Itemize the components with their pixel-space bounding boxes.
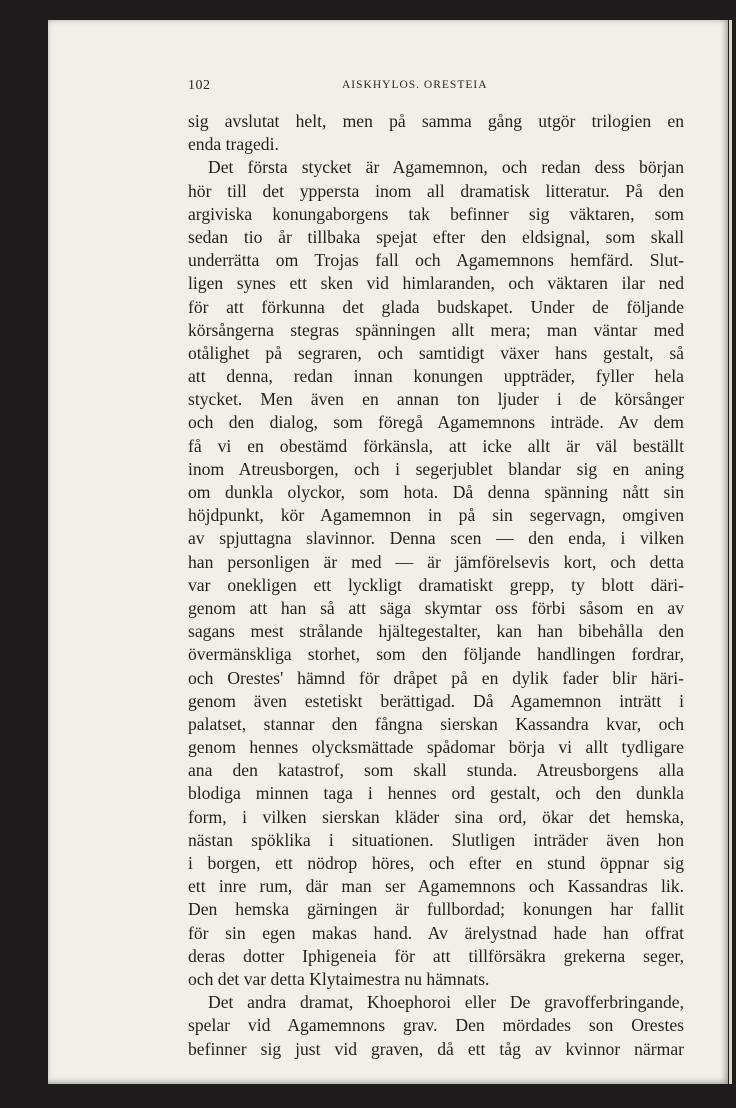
text-line: att denna, redan innan konungen uppträder, fyller hela xyxy=(188,366,684,387)
text-line: om dunkla olyckor, som hota. Då denna spänning nått sin xyxy=(188,482,684,502)
text-line: Den hemska gärningen är fullbordad; konungen har fallit xyxy=(188,899,684,920)
text-line: form, i vilken sierskan kläder sina ord, ökar det hemska, xyxy=(188,806,684,827)
text-line: spelar vid Agamemnons grav. Den mördades son Orestes xyxy=(188,1015,684,1036)
page-edge xyxy=(729,20,732,1084)
text-line: ligen synes ett sken vid himlaranden, och väktaren ilar ned xyxy=(188,273,684,294)
text-line: befinner sig just vid graven, då ett tåg av kvinnor närmar xyxy=(188,1038,684,1059)
text-line: och det var detta Klytaimestra nu hämnats. xyxy=(188,968,490,989)
text-line: sagans mest strålande hjältegestalter, kan han bibehålla den xyxy=(188,621,684,642)
text-line: av spjuttagna slavinnor. Denna scen — den enda, i vilken xyxy=(188,528,684,549)
text-line: genom att han så att säga skymtar oss förbi såsom en av xyxy=(188,597,684,618)
text-line: underrätta om Trojas fall och Agamemnons hemfärd. Slut- xyxy=(188,250,684,271)
text-line: blodiga minnen taga i hennes ord gestalt, och den dunkla xyxy=(188,783,684,804)
text-line: argiviska konungaborgens tak befinner sig väktaren, som xyxy=(188,203,684,224)
body-text xyxy=(188,110,684,1061)
text-line: för att förkunna det glada budskapet. Under de följande xyxy=(188,296,684,317)
text-line: höjdpunkt, kör Agamemnon in på sin segervagn, omgiven xyxy=(188,505,684,526)
text-line: och Orestes' hämnd för dråpet på en dylik fader blir häri- xyxy=(188,667,684,688)
text-line: palatset, stannar den fångna sierskan Kassandra kvar, och xyxy=(188,713,684,734)
text-line: ana den katastrof, som skall stunda. Atreusborgens alla xyxy=(188,760,684,781)
text-line: Det andra dramat, Khoephoroi eller De gravofferbringande, xyxy=(208,992,684,1013)
page-number: 102 xyxy=(188,78,211,93)
text-line: i borgen, ett nödrop höres, och efter en stund öppnar sig xyxy=(188,853,684,873)
text-line: deras dotter Iphigeneia för att tillförsäkra grekerna seger, xyxy=(188,945,684,966)
text-line: nästan spöklika i situationen. Slutligen inträder även hon xyxy=(188,829,684,850)
text-line: han personligen är med — är jämförelsevis kort, och detta xyxy=(188,551,684,572)
text-line: Det första stycket är Agamemnon, och redan dess början xyxy=(208,157,684,178)
text-line: genom hennes olycksmättade spådomar börja vi allt tydligare xyxy=(188,737,684,758)
text-line: enda tragedi. xyxy=(188,134,279,155)
text-line: ett inre rum, där man ser Agamemnons och Kassandras lik. xyxy=(188,876,684,897)
text-line: körsångerna stegras spänningen allt mera; man väntar med xyxy=(188,319,684,340)
text-line: sig avslutat helt, men på samma gång utgör trilogien en xyxy=(188,111,684,131)
text-line: sedan tio år tillbaka spejat efter den eldsignal, som skall xyxy=(188,226,684,247)
text-line: stycket. Men även en annan ton ljuder i de körsånger xyxy=(188,389,684,410)
text-line: inom Atreusborgen, och i segerjublet blandar sig en aning xyxy=(188,458,684,479)
text-line: övermänskliga storhet, som den följande handlingen fordrar, xyxy=(188,644,684,665)
text-line: för sin egen makas hand. Av ärelystnad hade han offrat xyxy=(188,922,684,943)
text-line: genom även estetiskt berättigad. Då Agamemnon inträtt i xyxy=(188,690,684,711)
text-line: hör till det yppersta inom all dramatisk litteratur. På den xyxy=(188,180,684,201)
text-line: otålighet på segraren, och samtidigt växer hans gestalt, så xyxy=(188,342,684,363)
running-head: AISKHYLOS. ORESTEIA xyxy=(342,79,488,91)
text-line: få vi en obestämd förkänsla, att icke allt är väl beställt xyxy=(188,435,684,456)
text-line: var onekligen ett lyckligt dramatiskt grepp, ty blott däri- xyxy=(188,574,684,595)
text-line: och den dialog, som föregå Agamemnons inträde. Av dem xyxy=(188,412,684,433)
